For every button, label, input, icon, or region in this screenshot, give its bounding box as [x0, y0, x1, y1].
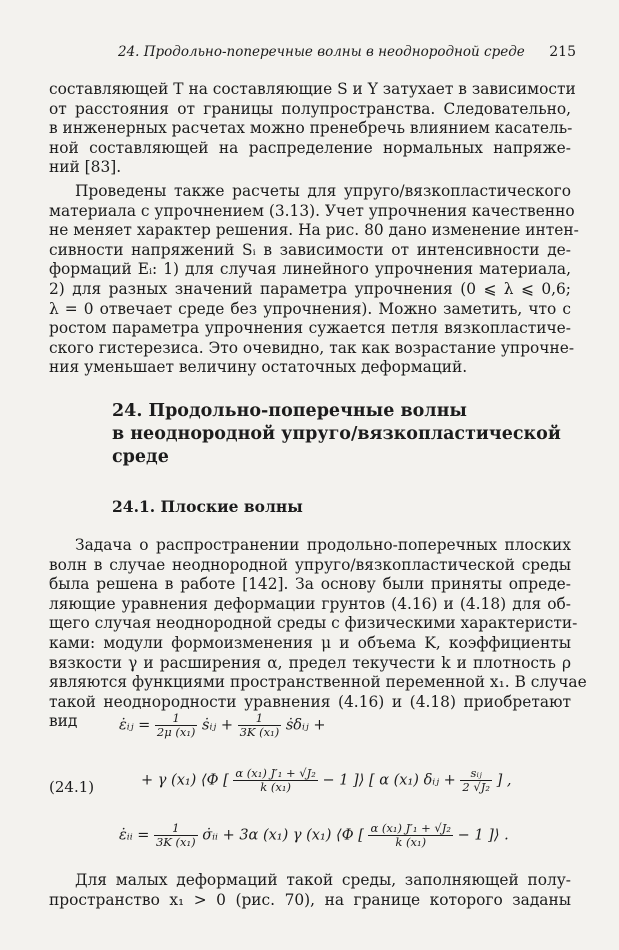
equation-line-3: [119, 822, 509, 849]
text-line: сивности напряжений Sᵢ в зависимости от интенсивности де-: [49, 240, 571, 259]
eq-term: ṡδᵢⱼ +: [285, 717, 326, 734]
eq-term: ṡᵢⱼ +: [202, 717, 233, 734]
paragraph-4: [49, 871, 571, 910]
text-line: ляющие уравнения деформации грунтов (4.16) и (4.18) для об-: [49, 594, 571, 613]
text-line: ками: модули формоизменения μ и объема K, коэффициенты: [49, 633, 571, 652]
text-line: ского гистерезиса. Это очевидно, так как возрастание упрочне-: [49, 338, 575, 357]
text-line: λ = 0 отвечает среде без упрочнения). Можно заметить, что с: [49, 299, 571, 318]
text-line: в инженерных расчетах можно пренебречь влиянием касатель-: [49, 119, 573, 138]
paragraph-2: [49, 182, 579, 378]
text-line: Проведены также расчеты для упруго/вязкопластического: [75, 182, 571, 200]
equation-24-1: [49, 712, 571, 862]
text-line: Задача о распространении продольно-поперечных плоских: [75, 536, 571, 554]
text-line: щего случая неоднородной среды с физическими характеристи-: [49, 614, 578, 633]
paragraph-3: [49, 536, 587, 732]
text-line: ния уменьшает величину остаточных деформаций.: [49, 358, 468, 377]
equation-line-1: [119, 712, 326, 739]
paragraph-1: [49, 80, 576, 178]
text-line: Для малых деформаций такой среды, заполняющей полу-: [75, 871, 571, 889]
text-line: составляющей T на составляющие S и Y затухает в зависимости: [49, 80, 576, 98]
eq-term: ] ,: [496, 772, 512, 789]
text-line: 2) для разных значений параметра упрочнения (0 ⩽ λ ⩽ 0,6;: [49, 279, 571, 298]
text-line: такой неоднородности уравнения (4.16) и (4.18) приобретают: [49, 692, 571, 711]
running-title: 24. Продольно-поперечные волны в неоднородной среде: [118, 44, 525, 60]
section-title: [112, 400, 572, 469]
section-title-line: среде: [112, 447, 169, 467]
running-header: [118, 44, 576, 60]
text-line: материала с упрочнением (3.13). Учет упрочнения качественно: [49, 201, 575, 220]
fraction: $\frac{\text{α (x₁) J′₁ + √J₂}}{\text{k (x₁)}}$: [235, 766, 316, 794]
text-line: пространство x₁ > 0 (рис. 70), на границе которого заданы: [49, 890, 571, 909]
fraction: $\frac{1}{\text{3K (x₁)}}$: [239, 711, 280, 739]
page-number: 215: [549, 44, 576, 60]
eq-term: + γ (x₁) ⟨Φ [: [141, 772, 229, 789]
equation-number: (24.1): [49, 778, 95, 796]
fraction: $\frac{\text{α (x₁) J′₁ + √J₂}}{\text{k (x₁)}}$: [370, 821, 451, 849]
text-line: являются функциями пространственной переменной x₁. В случае: [49, 673, 587, 692]
fraction: $\frac{\text{sᵢⱼ}}{\text{2 √J₂}}$: [462, 766, 490, 794]
eq-term: − 1 ]⟩ [ α (x₁) δᵢⱼ +: [322, 772, 456, 789]
text-line: от расстояния от границы полупространства. Следовательно,: [49, 99, 571, 118]
text-line: вид: [49, 712, 78, 731]
eq-lhs: ε̇ᵢᵢ =: [119, 827, 150, 844]
text-line: вязкости γ и расширения α, предел текучести k и плотность ρ: [49, 653, 571, 672]
text-line: ростом параметра упрочнения сужается петля вязкопластиче-: [49, 319, 571, 338]
section-title-line: 24. Продольно-поперечные волны: [112, 401, 467, 421]
text-line: ний [83].: [49, 158, 122, 177]
section-title-line: в неоднородной упруго/вязкопластической: [112, 424, 561, 444]
text-line: волн в случае неоднородной упруго/вязкопластической среды: [49, 555, 571, 574]
text-line: ной составляющей на распределение нормальных напряже-: [49, 138, 571, 157]
text-line: была решена в работе [142]. За основу были приняты опреде-: [49, 575, 571, 594]
eq-lhs: ε̇ᵢⱼ =: [119, 717, 151, 734]
subsection-title: 24.1. Плоские волны: [112, 497, 303, 516]
eq-term: − 1 ]⟩ .: [457, 827, 509, 844]
equation-line-2: [141, 767, 511, 794]
fraction: $\frac{1}{\text{3K (x₁)}}$: [155, 821, 196, 849]
text-line: формаций Eᵢ: 1) для случая линейного упрочнения материала,: [49, 260, 571, 279]
text-line: не меняет характер решения. На рис. 80 дано изменение интен-: [49, 221, 579, 240]
fraction: $\frac{1}{\text{2μ (x₁)}}$: [156, 711, 196, 739]
eq-term: σ̇ᵢᵢ + 3α (x₁) γ (x₁) ⟨Φ [: [202, 827, 364, 844]
